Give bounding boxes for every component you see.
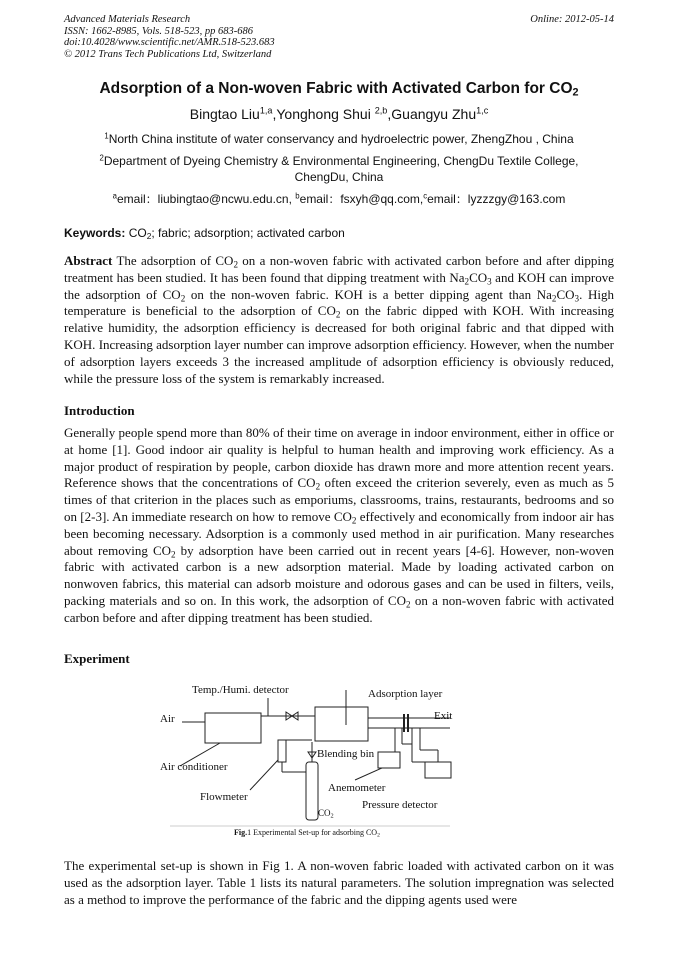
label-blending-bin: Blending bin: [317, 748, 375, 760]
author-name: Guangyu Zhu: [391, 106, 477, 122]
experimental-setup-figure: [150, 680, 470, 840]
label-anemometer: Anemometer: [328, 782, 386, 794]
email-line: $^a$email：liubingtao@ncwu.edu.cn, $^b$email：fsxyh@qq.com,$^c$email：lyzzzgy@163.com: [112, 191, 566, 206]
keywords: Keywords: $CO_2$; fabric; adsorption; activated carbon: [64, 226, 345, 242]
paper-title: Adsorption of a Non-woven Fabric with Activated Carbon for $CO_2$: [99, 80, 579, 99]
doi-line: doi:10.4028/www.scientific.net/AMR.518-523.683: [64, 37, 275, 48]
setup-diagram: [150, 680, 470, 840]
online-date: Online: 2012-05-14: [530, 14, 614, 25]
co2-cylinder: [306, 762, 318, 820]
anemometer-box: [378, 752, 400, 768]
label-adsorption-layer: Adsorption layer: [368, 688, 443, 700]
pressure-detector-box: [425, 762, 451, 778]
introduction-paragraph: Generally people spend more than 80% of their time on average in indoor environment, either in office or at home [1]. Good indoor air quality is helpful to human health and improving work efficiency. As a major product of respiration by people, carbon dioxide has drawn more and more attention recent years. Reference shows that the concentrations of $CO_2$ often exceed the criterion severely, even as much as 5 times of that criterion in the places such as emporiums, classrooms, trains, restaurants, bedrooms and so on [2-3]. An immediate research on how to remove $CO_2$ effectively and economically from indoor air has been becoming necessary. Adsorption is a commonly used method in air purification. Many researches about removing $CO_2$ by adsorption have been carried out in recent years [4-6]. However, non-woven fabric with activated carbon is a new adsorption material. Made by loading activated carbon on nonwoven fabrics, this material can adsorb moisture and odorous gases and can be used in filters, veils, packing materials and so on. In this work, the adsorption of $CO_2$ on a non-woven fabric with activated carbon before and after dipping treatment has been studied.: [64, 425, 615, 625]
label-pressure-detector: Pressure detector: [362, 799, 438, 811]
affiliation-2: $^2$Department of Dyeing Chemistry & Environmental Engineering, ChengDu Textile College, ChengDu, China: [99, 153, 579, 184]
introduction-heading: Introduction: [64, 403, 135, 418]
journal-name: Advanced Materials Research: [64, 14, 191, 25]
author-name: Bingtao Liu: [189, 106, 260, 122]
abstract-paragraph: Abstract The adsorption of $CO_2$ on a non-woven fabric with activated carbon before and after dipping treatment has been studied. It has been found that dipping treatment with $Na_2CO_3$ and KOH can improve the adsorption of $CO_2$ on the non-woven fabric. KOH is a better dipping agent than $Na_2CO_3$. High temperature is beneficial to the adsorption of $CO_2$ on the fabric dipped with KOH. With increasing relative humidity, the adsorption efficiency is decreased for both original fabric and that dipped with KOH. Increasing adsorption layer number can improve adsorption efficiency. However, when the number of adsorption layers exceeds 3 the increased amplitude of adsorption efficiency is obviously reduced, while the pressure loss of the system is remarkably increased.: [64, 253, 615, 386]
blending-bin-box: [315, 707, 368, 741]
label-co2: $CO_2$: [318, 808, 334, 820]
label-exit: Exit: [434, 710, 453, 722]
issn-line: ISSN: 1662-8985, Vols. 518-523, pp 683-686: [64, 25, 253, 37]
flowmeter-tube: [278, 740, 286, 762]
experiment-heading: Experiment: [64, 651, 130, 666]
author-list: Bingtao Liu$^{1,a}$,Yonghong Shui $^{2,b}$,Guangyu Zhu$^{1,c}$: [189, 105, 489, 122]
copyright-line: © 2012 Trans Tech Publications Ltd, Switzerland: [64, 48, 272, 60]
label-temp-humi-detector: Temp./Humi. detector: [192, 684, 289, 696]
air-conditioner-box: [205, 713, 261, 743]
figure-caption: Fig.1 Experimental Set-up for adsorbing $CO_2$: [234, 828, 380, 839]
label-air-conditioner: Air conditioner: [160, 761, 228, 773]
author-name: Yonghong Shui: [276, 106, 371, 122]
label-air: Air: [160, 713, 175, 725]
experiment-paragraph: The experimental set-up is shown in Fig 1. A non-woven fabric loaded with activated carbon on it was used as the adsorption layer. Table 1 lists its natural parameters. The solution impregnation was selected as a method to improve the performance of the fabric and the dipping agents used were: [64, 858, 614, 907]
abstract-label: Abstract: [64, 253, 113, 268]
running-header: [64, 14, 614, 60]
label-flowmeter: Flowmeter: [200, 791, 248, 803]
affiliation-1: $^1$North China institute of water conservancy and hydroelectric power, ZhengZhou , China: [104, 131, 574, 146]
